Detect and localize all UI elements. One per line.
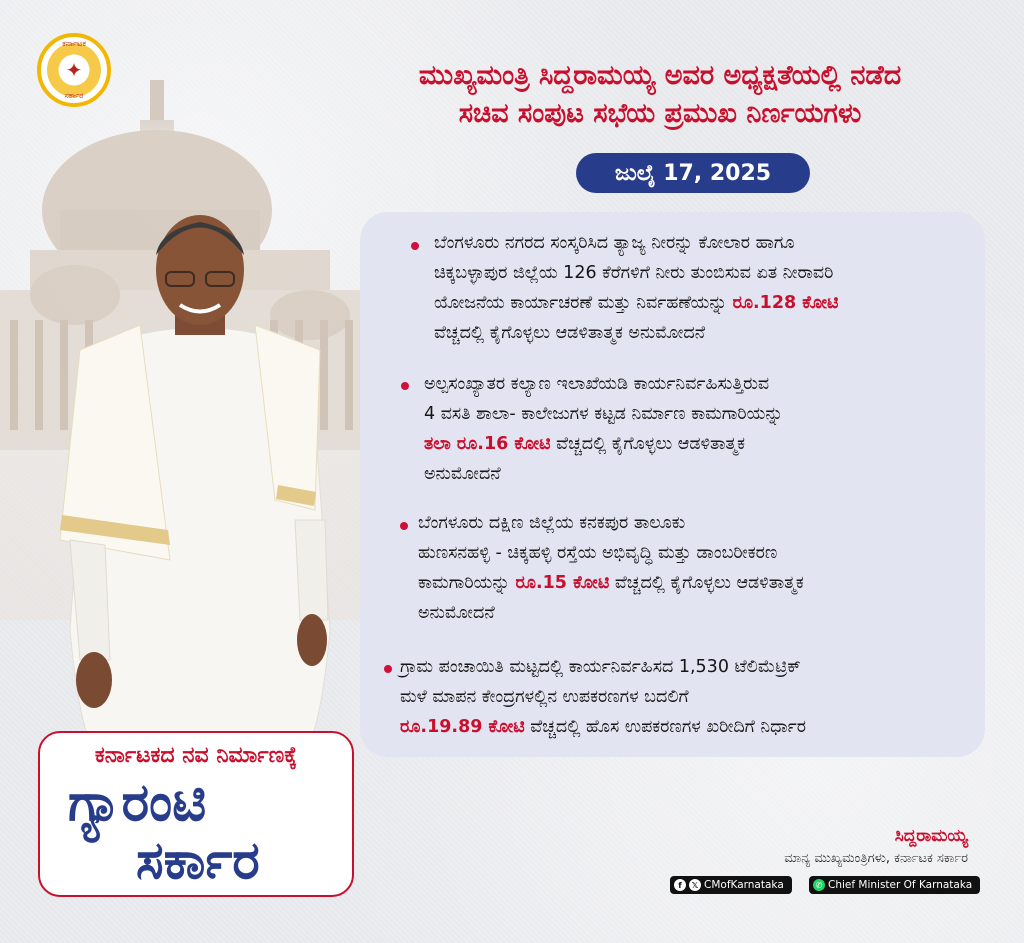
karnataka-emblem-logo bbox=[37, 33, 111, 107]
bullet-icon bbox=[384, 665, 392, 673]
whatsapp-channel: Chief Minister Of Karnataka bbox=[828, 879, 973, 891]
decision-2-line-4: ಅನುಮೋದನೆ bbox=[424, 464, 501, 484]
decision-4-amount: ರೂ.19.89 ಕೋಟಿ bbox=[400, 717, 525, 737]
decision-1-amount: ರೂ.128 ಕೋಟಿ bbox=[732, 293, 839, 313]
decision-item-1 bbox=[434, 228, 838, 348]
decision-item-3 bbox=[418, 508, 804, 628]
signature-name: ಸಿದ್ದರಾಮಯ್ಯ bbox=[894, 826, 968, 846]
social-handle: CMofKarnataka bbox=[704, 879, 784, 891]
slogan-government: ಸರ್ಕಾರ bbox=[136, 831, 260, 891]
bullet-icon bbox=[411, 242, 419, 250]
decision-2-amount: ತಲಾ ರೂ.16 ಕೋಟಿ bbox=[424, 434, 551, 454]
whatsapp-icon: ✆ bbox=[813, 879, 825, 891]
slogan-guarantee: ಗ್ಯಾರಂಟಿ bbox=[68, 773, 207, 833]
decision-2-line-2: 4 ವಸತಿ ಶಾಲಾ- ಕಾಲೇಜುಗಳ ಕಟ್ಟಡ ನಿರ್ಮಾಣ ಕಾಮಗಾರಿಯನ್ನು bbox=[424, 404, 784, 424]
facebook-icon: f bbox=[674, 879, 686, 891]
social-handle-badge[interactable] bbox=[670, 876, 792, 894]
decision-3-line-2: ಹುಣಸನಹಳ್ಳಿ - ಚಿಕ್ಕಹಳ್ಳಿ ರಸ್ತೆಯ ಅಭಿವೃದ್ಧಿ ಮತ್ತು ಡಾಂಬರೀಕರಣ bbox=[418, 543, 778, 563]
headline bbox=[360, 57, 960, 133]
decision-4-line-3: ರೂ.19.89 ಕೋಟಿ ವೆಚ್ಚದಲ್ಲಿ ಹೊಸ ಉಪಕರಣಗಳ ಖರೀದಿಗೆ ನಿರ್ಧಾರ bbox=[400, 717, 806, 737]
decision-3-amount: ರೂ.15 ಕೋಟಿ bbox=[515, 573, 610, 593]
headline-line-1: ಮುಖ್ಯಮಂತ್ರಿ ಸಿದ್ದರಾಮಯ್ಯ ಅವರ ಅಧ್ಯಕ್ಷತೆಯಲ್ಲಿ ನಡೆದ bbox=[418, 60, 902, 91]
date-badge: ಜುಲೈ 17, 2025 bbox=[576, 153, 810, 193]
decision-2-line-1: ಅಲ್ಪಸಂಖ್ಯಾತರ ಕಲ್ಯಾಣ ಇಲಾಖೆಯಡಿ ಕಾರ್ಯನಿರ್ವಹಿಸುತ್ತಿರುವ bbox=[424, 374, 770, 394]
x-icon: 𝕏 bbox=[689, 879, 701, 891]
signature-title: ಮಾನ್ಯ ಮುಖ್ಯಮಂತ್ರಿಗಳು, ಕರ್ನಾಟಕ ಸರ್ಕಾರ bbox=[784, 851, 968, 866]
decision-3-line-3: ಕಾಮಗಾರಿಯನ್ನು ರೂ.15 ಕೋಟಿ ವೆಚ್ಚದಲ್ಲಿ ಕೈಗೊಳ್ಳಲು ಆಡಳಿತಾತ್ಮಕ bbox=[418, 573, 804, 593]
decision-1-line-4: ವೆಚ್ಚದಲ್ಲಿ ಕೈಗೊಳ್ಳಲು ಆಡಳಿತಾತ್ಮಕ ಅನುಮೋದನೆ bbox=[434, 323, 706, 343]
decision-1-line-3: ಯೋಜನೆಯ ಕಾರ್ಯಾಚರಣೆ ಮತ್ತು ನಿರ್ವಹಣೆಯನ್ನು ರೂ.128 ಕೋಟಿ bbox=[434, 293, 839, 313]
decision-item-4 bbox=[400, 652, 806, 742]
logo-text-bottom: ಸರ್ಕಾರ bbox=[64, 91, 84, 100]
decision-item-2 bbox=[424, 369, 783, 489]
decision-4-line-1: ಗ್ರಾಮ ಪಂಚಾಯಿತಿ ಮಟ್ಟದಲ್ಲಿ ಕಾರ್ಯನಿರ್ವಹಿಸದ 1,530 ಟೆಲಿಮೆಟ್ರಿಕ್ bbox=[400, 657, 801, 677]
whatsapp-badge[interactable] bbox=[809, 876, 980, 894]
decision-1-line-2: ಚಿಕ್ಕಬಳ್ಳಾಪುರ ಜಿಲ್ಲೆಯ 126 ಕೆರೆಗಳಿಗೆ ನೀರು ತುಂಬಿಸುವ ಏತ ನೀರಾವರಿ bbox=[434, 263, 834, 283]
logo-text-top: ಕರ್ನಾಟಕ bbox=[62, 39, 86, 48]
decision-3-line-4: ಅನುಮೋದನೆ bbox=[418, 603, 495, 623]
slogan-box bbox=[38, 731, 354, 897]
chief-minister-photo bbox=[50, 200, 350, 760]
decision-1-line-1: ಬೆಂಗಳೂರು ನಗರದ ಸಂಸ್ಕರಿಸಿದ ತ್ಯಾಜ್ಯ ನೀರನ್ನು ಕೋಲಾರ ಹಾಗೂ bbox=[434, 233, 795, 253]
emblem-icon: ✦ bbox=[47, 43, 101, 97]
decision-3-line-1: ಬೆಂಗಳೂರು ದಕ್ಷಿಣ ಜಿಲ್ಲೆಯ ಕನಕಪುರ ತಾಲೂಕು bbox=[418, 513, 686, 533]
decision-2-line-3: ತಲಾ ರೂ.16 ಕೋಟಿ ವೆಚ್ಚದಲ್ಲಿ ಕೈಗೊಳ್ಳಲು ಆಡಳಿತಾತ್ಮಕ bbox=[424, 434, 746, 454]
headline-line-2: ಸಚಿವ ಸಂಪುಟ ಸಭೆಯ ಪ್ರಮುಖ ನಿರ್ಣಯಗಳು bbox=[458, 98, 862, 129]
bullet-icon bbox=[400, 522, 408, 530]
bullet-icon bbox=[401, 382, 409, 390]
decision-4-line-2: ಮಳೆ ಮಾಪನ ಕೇಂದ್ರಗಳಲ್ಲಿನ ಉಪಕರಣಗಳ ಬದಲಿಗೆ bbox=[400, 687, 689, 707]
slogan-tagline: ಕರ್ನಾಟಕದ ನವ ನಿರ್ಮಾಣಕ್ಕೆ bbox=[94, 743, 298, 768]
